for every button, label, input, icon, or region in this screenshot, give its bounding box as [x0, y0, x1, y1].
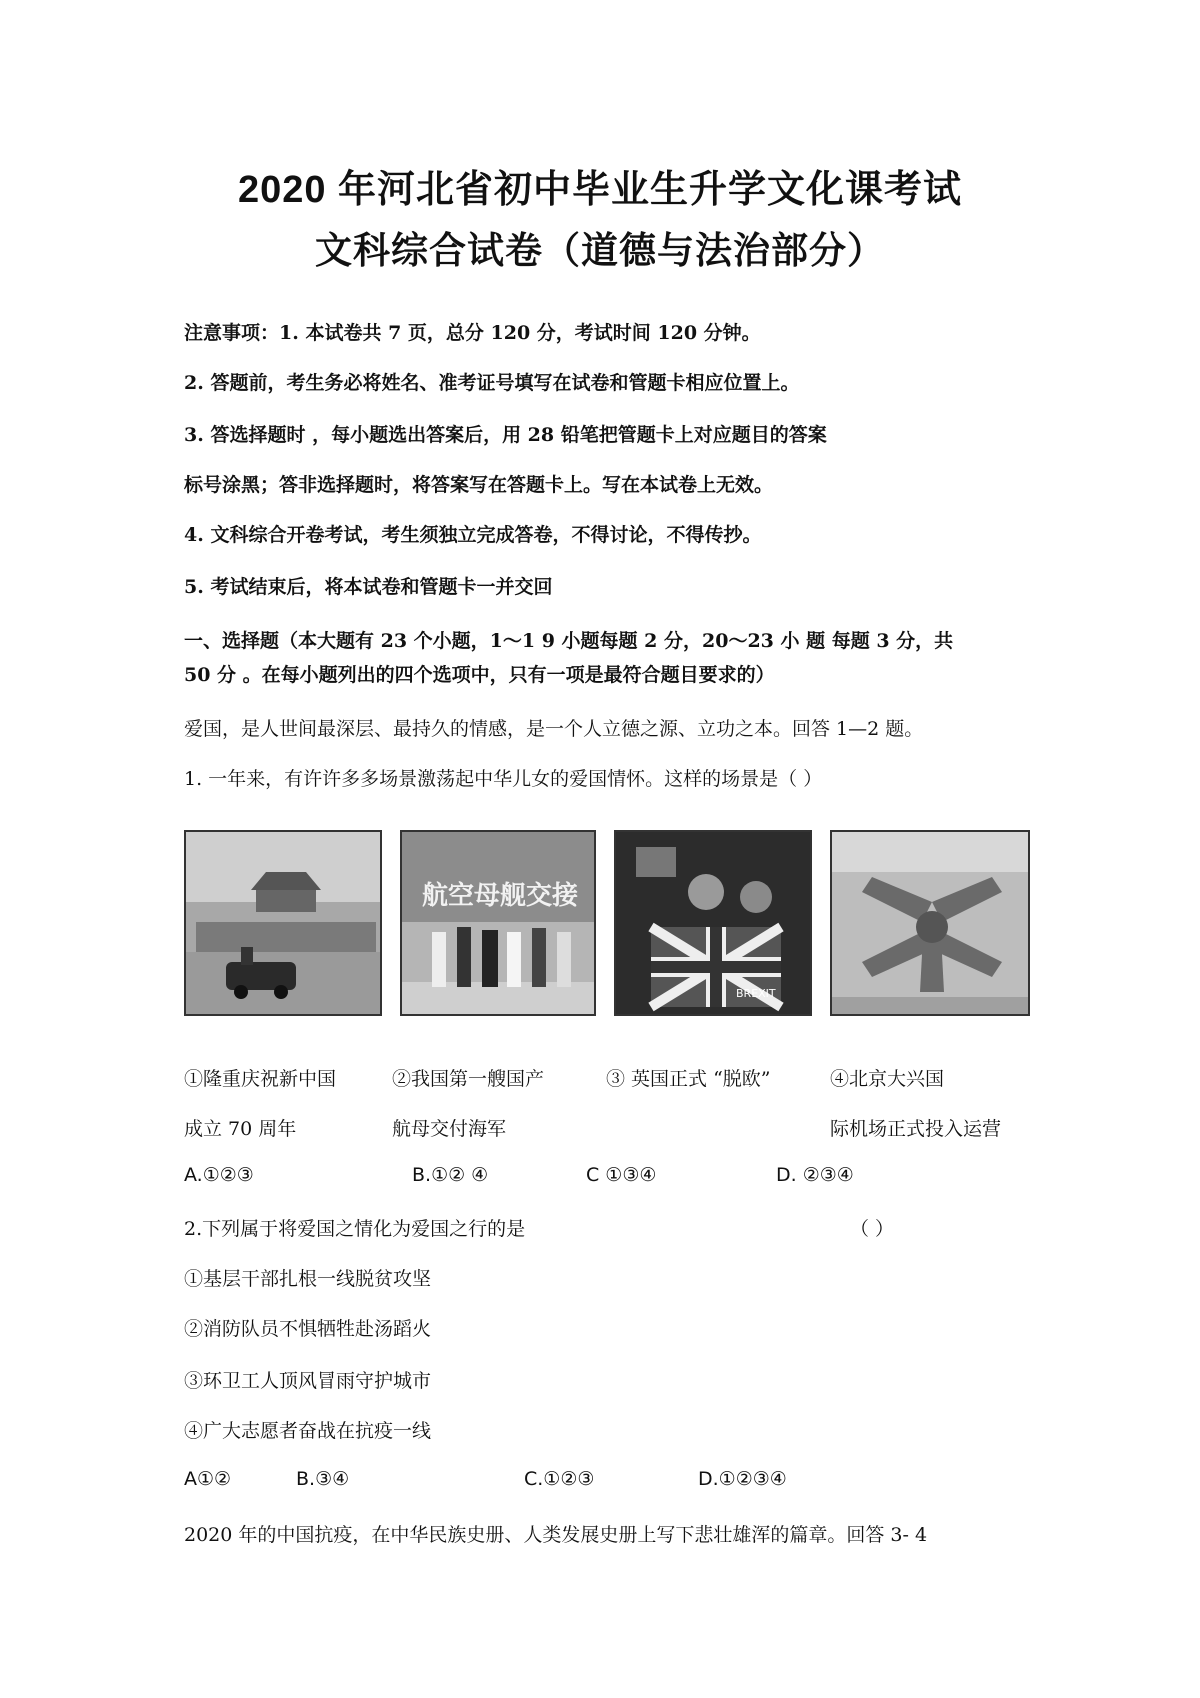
photo-daxing-airport: [830, 830, 1030, 1016]
q2-option-b: B.③④: [296, 1468, 350, 1490]
notice-line-6: 5. 考试结束后，将本试卷和管题卡一并交回: [184, 576, 553, 598]
intro-text-2: 2020 年的中国抗疫，在中华民族史册、人类发展史册上写下悲壮雄浑的篇章。回答 3- 4: [184, 1524, 928, 1546]
question-2-bracket: （ ）: [850, 1218, 895, 1240]
question-1-stem: 1. 一年来，有许许多多场景激荡起中华儿女的爱国情怀。这样的场景是（ ）: [184, 768, 823, 790]
photo-brexit: [614, 830, 812, 1016]
q1-option-d: D. ②③④: [776, 1164, 854, 1186]
section-heading-line-1: 一、选择题（本大题有 23 个小题，1～1 9 小题每题 2 分，20～23 小 题 每题 3 分，共: [184, 630, 954, 652]
notice-line-1: 注意事项：1. 本试卷共 7 页，总分 120 分，考试时间 120 分钟。: [184, 322, 761, 344]
notice-line-2: 2. 答题前，考生务必将姓名、准考证号填写在试卷和管题卡相应位置上。: [184, 372, 800, 394]
notice-line-5: 4. 文科综合开卷考试，考生须独立完成答卷，不得讨论，不得传抄。: [184, 524, 762, 546]
q1-option-a: A.①②③: [184, 1164, 254, 1186]
exam-title: 2020 年河北省初中毕业生升学文化课考试: [237, 169, 963, 211]
caption-1-line-1: ①隆重庆祝新中国: [184, 1068, 337, 1090]
q2-option-d: D.①②③④: [698, 1468, 787, 1490]
photo-banner-text: 航空母舰交接: [421, 881, 579, 911]
section-heading-line-2: 50 分 。在每小题列出的四个选项中，只有一项是最符合题目要求的）: [184, 664, 775, 686]
notice-line-3: 3. 答选择题时 ，每小题选出答案后，用 28 铅笔把管题卡上对应题目的答案: [184, 424, 827, 446]
caption-1-line-2: 成立 70 周年: [184, 1118, 297, 1140]
caption-3-line-1: ③ 英国正式 “脱欧”: [606, 1068, 771, 1090]
q2-option-c: C.①②③: [524, 1468, 595, 1490]
question-1-photos: [184, 830, 1030, 1016]
q2-option-a: A①②: [184, 1468, 232, 1490]
question-2-stem: 2.下列属于将爱国之情化为爱国之行的是: [184, 1218, 526, 1240]
caption-2-line-2: 航母交付海军: [392, 1118, 507, 1140]
q2-item-4: ④广大志愿者奋战在抗疫一线: [184, 1420, 432, 1442]
q2-item-1: ①基层干部扎根一线脱贫攻坚: [184, 1268, 432, 1290]
q1-option-c: C ①③④: [586, 1164, 657, 1186]
caption-4-line-2: 际机场正式投入运营: [830, 1118, 1002, 1140]
exam-subtitle: 文科综合试卷（道德与法治部分）: [315, 228, 885, 272]
caption-2-line-1: ②我国第一艘国产: [392, 1068, 545, 1090]
intro-text-1: 爱国，是人世间最深层、最持久的情感，是一个人立德之源、立功之本。回答 1—2 题。: [184, 718, 924, 740]
q2-item-3: ③环卫工人顶风冒雨守护城市: [184, 1370, 432, 1392]
photo-brexit-text: BREXIT: [736, 987, 776, 1000]
photo-carrier-ceremony: [400, 830, 596, 1016]
caption-4-line-1: ④北京大兴国: [830, 1068, 945, 1090]
q2-item-2: ②消防队员不惧牺牲赴汤蹈火: [184, 1318, 432, 1340]
q1-option-b: B.①② ④: [412, 1164, 489, 1186]
notice-line-4: 标号涂黑；答非选择题时，将答案写在答题卡上。写在本试卷上无效。: [184, 474, 774, 496]
photo-parade: [184, 830, 382, 1016]
